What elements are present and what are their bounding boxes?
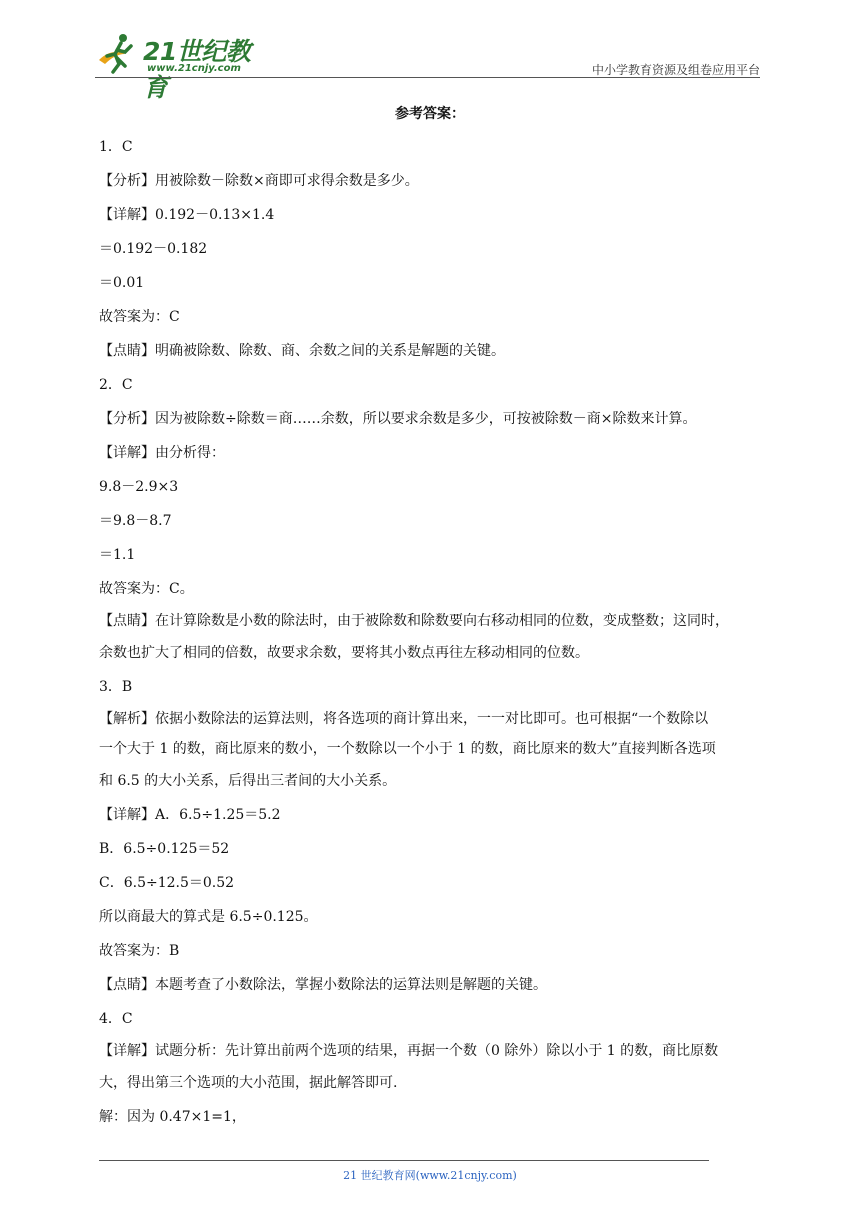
analysis-text: 【分析】因为被除数÷除数＝商……余数，所以要求余数是多少，可按被除数－商×除数来计算。	[99, 411, 697, 427]
answer-text: 故答案为：B	[99, 943, 180, 959]
site-logo	[95, 30, 265, 102]
runner-icon	[95, 30, 141, 76]
comment-text: 【点睛】明确被除数、除数、商、余数之间的关系是解题的关键。	[99, 343, 505, 359]
detail-text: 【详解】A．6.5÷1.25＝5.2	[99, 807, 281, 823]
comment-text: 【点睛】在计算除数是小数的除法时，由于被除数和除数要向右移动相同的位数，变成整数；这同时，	[99, 613, 729, 629]
question-number: 3．B	[99, 679, 133, 695]
calc-step: ＝0.01	[99, 275, 145, 291]
detail-text: 【详解】由分析得：	[99, 445, 225, 461]
page-footer: 21 世纪教育网(www.21cnjy.com)	[343, 1169, 517, 1182]
page-header	[95, 28, 760, 102]
solution-step: 解：因为 0.47×1=1，	[99, 1109, 246, 1125]
platform-name: 中小学教育资源及组卷应用平台	[591, 63, 760, 77]
comment-text: 【点睛】本题考查了小数除法，掌握小数除法的运算法则是解题的关键。	[99, 977, 547, 993]
answer-text: 故答案为：C。	[99, 581, 194, 597]
calc-step: ＝1.1	[99, 547, 136, 563]
comment-text: 余数也扩大了相同的倍数，故要求余数，要将其小数点再往左移动相同的位数。	[99, 645, 589, 661]
conclusion-text: 所以商最大的算式是 6.5÷0.125。	[99, 909, 318, 925]
answer-content	[99, 130, 764, 1134]
detail-text: 【详解】0.192－0.13×1.4	[99, 207, 275, 223]
question-number: 4．C	[99, 1011, 133, 1027]
question-number: 2．C	[99, 377, 133, 393]
question-number: 1．C	[99, 139, 133, 155]
solution-text: 和 6.5 的大小关系，后得出三者间的大小关系。	[99, 773, 397, 789]
detail-text: 大，得出第三个选项的大小范围，据此解答即可.	[99, 1075, 398, 1091]
calc-step: ＝0.192－0.182	[99, 241, 208, 257]
answer-text: 故答案为：C	[99, 309, 180, 325]
calc-step: 9.8－2.9×3	[99, 479, 179, 495]
detail-text: 【详解】试题分析：先计算出前两个选项的结果，再据一个数（0 除外）除以小于 1 的数，商比原数	[99, 1043, 719, 1059]
header-divider	[95, 77, 760, 78]
analysis-text: 【分析】用被除数－除数×商即可求得余数是多少。	[99, 173, 419, 189]
logo-url: www.21cnjy.com	[147, 63, 241, 74]
calc-step: ＝9.8－8.7	[99, 513, 172, 529]
footer-divider	[99, 1160, 709, 1161]
page-title: 参考答案：	[395, 106, 465, 122]
calc-step: C．6.5÷12.5＝0.52	[99, 875, 235, 891]
solution-text: 一个大于 1 的数，商比原来的数小，一个数除以一个小于 1 的数，商比原来的数大”直接判断各选项	[99, 741, 716, 757]
solution-text: 【解析】依据小数除法的运算法则，将各选项的商计算出来，一一对比即可。也可根据“一个数除以	[99, 711, 709, 727]
logo-text: 21世纪教育	[143, 37, 251, 102]
calc-step: B．6.5÷0.125＝52	[99, 841, 230, 857]
